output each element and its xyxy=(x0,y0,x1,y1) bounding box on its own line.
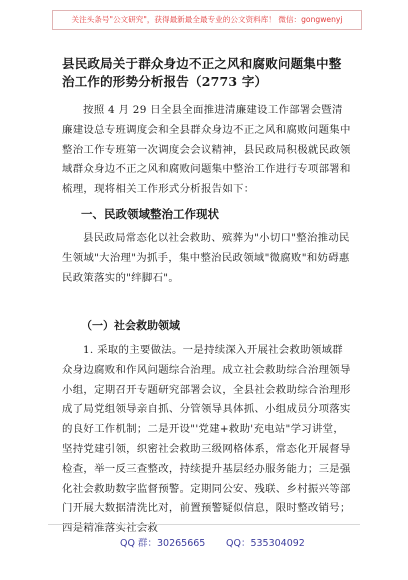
intro-paragraph: 按照 4 月 29 日全县全面推进清廉建设工作部署会暨清廉建设总专班调度会和全县群众身边不正之风和腐败问题集中整治工作专班第一次调度会会议精神，县民政局积极就民政领域群众身边不正之风和腐败问题集中整治工作进行专项部署和梳理，现将相关工作形式分析报告如下： xyxy=(62,104,351,196)
footer-qq-group: QQ 群：30265665 xyxy=(120,538,206,549)
section-1-paragraph: 县民政局常态化以社会救助、殡葬为"小切口"整治推动民生领域"大治理"为抓手，集中整治民政领域"微腐败"和妨碍惠民政策落实的"绊脚石"。 xyxy=(62,232,350,284)
document-title: 县民政局关于群众身边不正之风和腐败问题集中整治工作的形势分析报告（2773 字） xyxy=(62,56,342,89)
section-heading-1: 一、民政领域整治工作现状 xyxy=(81,207,219,221)
footer-qq: QQ：535304092 xyxy=(226,538,305,549)
subsection-heading-1: （一）社会救助领域 xyxy=(81,319,180,332)
subsection-1-paragraph: 1. 采取的主要做法。一是持续深入开展社会救助领域群众身边腐败和作风问题综合治理。成立社会救助综合治理领导小组，定期召开专题研究部署会议，全县社会救助综合治理形成了局党组领导亲自抓、分管领导具体抓、小组成员分项落实的良好工作机制；二是开设"'党建+救助'充电站"学习讲堂，坚持党建引领，织密社会救助三级网格体系，常态化开展督导检查，举一反三查整改，持续提升基层经办服务能力；三是强化社会救助数字监督预警。定期同公安、残联、乡村振兴等部门开展大数据清洗比对，前置预警疑似信息，限时整改销号；四是精准落实社会救 xyxy=(62,344,351,535)
footer-divider xyxy=(48,524,360,525)
top-banner: 关注头条号"公文研究"，获得最新最全最专业的公文资料库！ 微信：gongwenyj xyxy=(52,10,362,30)
